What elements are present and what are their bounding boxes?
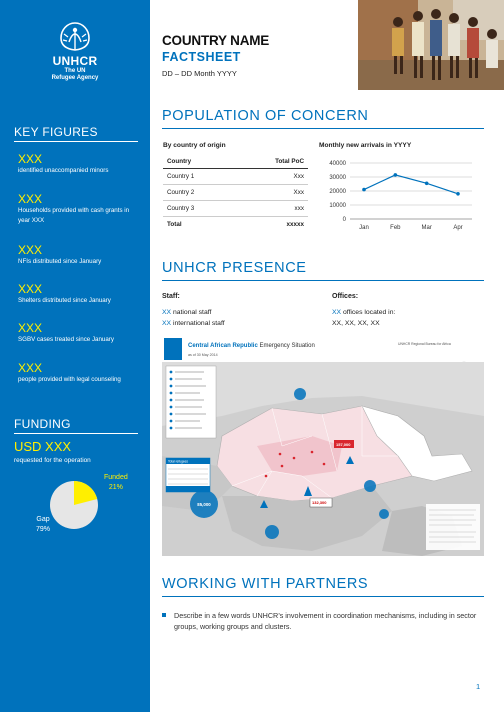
offices-heading: Offices: xyxy=(332,293,359,300)
funding-pie-chart xyxy=(49,480,99,530)
funded-percent: 21% xyxy=(108,484,123,491)
x-tick-label: Apr xyxy=(453,225,463,231)
data-point xyxy=(394,173,398,177)
refugee-circle xyxy=(364,480,376,492)
cell-total: Xxx xyxy=(234,169,308,185)
map-callout-3: 85,000 xyxy=(197,502,211,507)
cell-country: Country 2 xyxy=(163,185,234,201)
map-legend xyxy=(166,366,216,438)
staff-international xyxy=(162,320,225,327)
y-tick-label: 0 xyxy=(342,217,346,223)
key-figure-value: XXX xyxy=(18,282,43,296)
offices-count-line xyxy=(332,309,395,316)
funding-heading: FUNDING xyxy=(14,417,71,431)
cell-total-label: Total xyxy=(163,217,234,233)
logo-subtitle-1: The UN xyxy=(64,68,86,74)
key-figure-value: XXX xyxy=(18,152,43,166)
col-header-country: Country xyxy=(163,155,234,169)
table-header-row xyxy=(163,155,308,169)
date-range: DD – DD Month YYYY xyxy=(162,69,237,78)
map-title-rest: Emergency Situation xyxy=(257,343,315,349)
x-tick-label: Jan xyxy=(359,225,369,231)
chart-title: Monthly new arrivals in YYYY xyxy=(319,142,412,149)
monthly-arrivals-line-chart xyxy=(312,155,484,237)
section-divider xyxy=(162,280,484,281)
data-point xyxy=(362,188,366,192)
refugee-circle xyxy=(265,525,279,539)
y-tick-label: 40000 xyxy=(329,161,346,167)
cell-country: Country 1 xyxy=(163,169,234,185)
x-tick-label: Mar xyxy=(421,225,432,231)
table-row xyxy=(163,201,308,217)
offices-count: XX xyxy=(332,309,342,316)
sidebar xyxy=(0,0,150,712)
key-figure-label: identified unaccompanied minors xyxy=(18,167,109,174)
offices-text: offices located in: xyxy=(341,309,396,316)
staff-national xyxy=(162,309,211,316)
key-figure-label: Households provided with cash grants in year XXX xyxy=(18,207,130,224)
presence-section-heading: UNHCR PRESENCE xyxy=(162,260,307,276)
refugee-circle xyxy=(379,509,389,519)
table-total-row xyxy=(163,217,308,233)
unhcr-map-logo-icon xyxy=(164,338,182,360)
section-divider xyxy=(162,596,484,597)
logo-org-name: UNHCR xyxy=(52,54,98,68)
key-figure-value: XXX xyxy=(18,361,43,375)
funding-amount: USD XXX xyxy=(14,439,72,454)
staff-national-text: national staff xyxy=(171,309,212,316)
key-figure-item xyxy=(18,282,142,306)
key-figure-label: NFIs distributed since January xyxy=(18,258,102,265)
key-figure-label: people provided with legal counseling xyxy=(18,376,121,383)
staff-heading: Staff: xyxy=(162,293,180,300)
country-name-title: COUNTRY NAME xyxy=(162,33,270,48)
key-figures-heading: KEY FIGURES xyxy=(14,125,98,139)
map-title xyxy=(188,343,315,349)
key-figure-value: XXX xyxy=(18,192,43,206)
population-section-heading: POPULATION OF CONCERN xyxy=(162,108,369,124)
y-tick-label: 10000 xyxy=(329,203,346,209)
section-divider xyxy=(162,128,484,129)
logo-subtitle-2: Refugee Agency xyxy=(51,75,99,81)
children-photo-image xyxy=(358,0,504,90)
key-figure-item xyxy=(18,361,142,385)
table-row xyxy=(163,185,308,201)
staff-intl-count: XX xyxy=(162,320,172,327)
x-tick-label: Feb xyxy=(390,225,401,231)
divider xyxy=(14,433,138,434)
table-title: By country of origin xyxy=(163,142,226,149)
emergency-situation-map xyxy=(162,336,484,556)
key-figure-label: Shelters distributed since January xyxy=(18,297,111,304)
key-figure-item xyxy=(18,243,142,267)
funding-subtitle: requested for the operation xyxy=(14,457,91,464)
key-figure-item xyxy=(18,152,142,176)
key-figure-item xyxy=(18,321,142,345)
y-tick-label: 20000 xyxy=(329,189,346,195)
key-figure-item xyxy=(18,192,142,226)
population-table xyxy=(163,155,308,232)
header-photo xyxy=(358,0,504,90)
key-figure-value: XXX xyxy=(18,243,43,257)
cell-total: xxx xyxy=(234,201,308,217)
offices-list: XX, XX, XX, XX xyxy=(332,320,380,327)
divider xyxy=(14,141,138,142)
funded-label xyxy=(104,473,128,493)
partners-bullet-text: Describe in a few words UNHCR’s involvement in coordination mechanisms, including in sector groups, working groups and clusters. xyxy=(174,611,477,631)
staff-national-count: XX xyxy=(162,309,172,316)
data-point xyxy=(456,192,460,196)
gap-text: Gap xyxy=(36,516,50,523)
partners-section-heading: WORKING WITH PARTNERS xyxy=(162,576,369,592)
map-bureau: UNHCR Regional Bureau for Africa xyxy=(398,342,451,346)
gap-label xyxy=(36,515,50,535)
bullet-square-icon xyxy=(162,613,166,617)
cell-total: Xxx xyxy=(234,185,308,201)
refugee-box-title: Total refugees xyxy=(168,459,189,464)
data-point xyxy=(425,182,429,186)
key-figure-label: SGBV cases treated since January xyxy=(18,336,114,343)
y-tick-label: 30000 xyxy=(329,175,346,181)
unhcr-emblem-icon xyxy=(55,20,95,52)
key-figure-value: XXX xyxy=(18,321,43,335)
unhcr-logo xyxy=(38,20,112,82)
map-callout-2: 132,300 xyxy=(312,500,327,505)
staff-intl-text: international staff xyxy=(171,320,225,327)
map-date: as of 30 May 2014 xyxy=(188,353,218,357)
map-callout-1: 157,000 xyxy=(336,442,351,447)
col-header-total: Total PoC xyxy=(234,155,308,169)
page-number: 1 xyxy=(476,682,481,691)
cell-total-value: xxxxx xyxy=(234,217,308,233)
refugee-circle xyxy=(294,388,306,400)
cell-country: Country 3 xyxy=(163,201,234,217)
map-title-bold: Central African Republic xyxy=(188,343,258,349)
factsheet-title: FACTSHEET xyxy=(162,50,241,64)
funded-text: Funded xyxy=(104,474,128,481)
table-row xyxy=(163,169,308,185)
gap-percent: 79% xyxy=(36,526,51,533)
map-notes xyxy=(426,504,480,550)
